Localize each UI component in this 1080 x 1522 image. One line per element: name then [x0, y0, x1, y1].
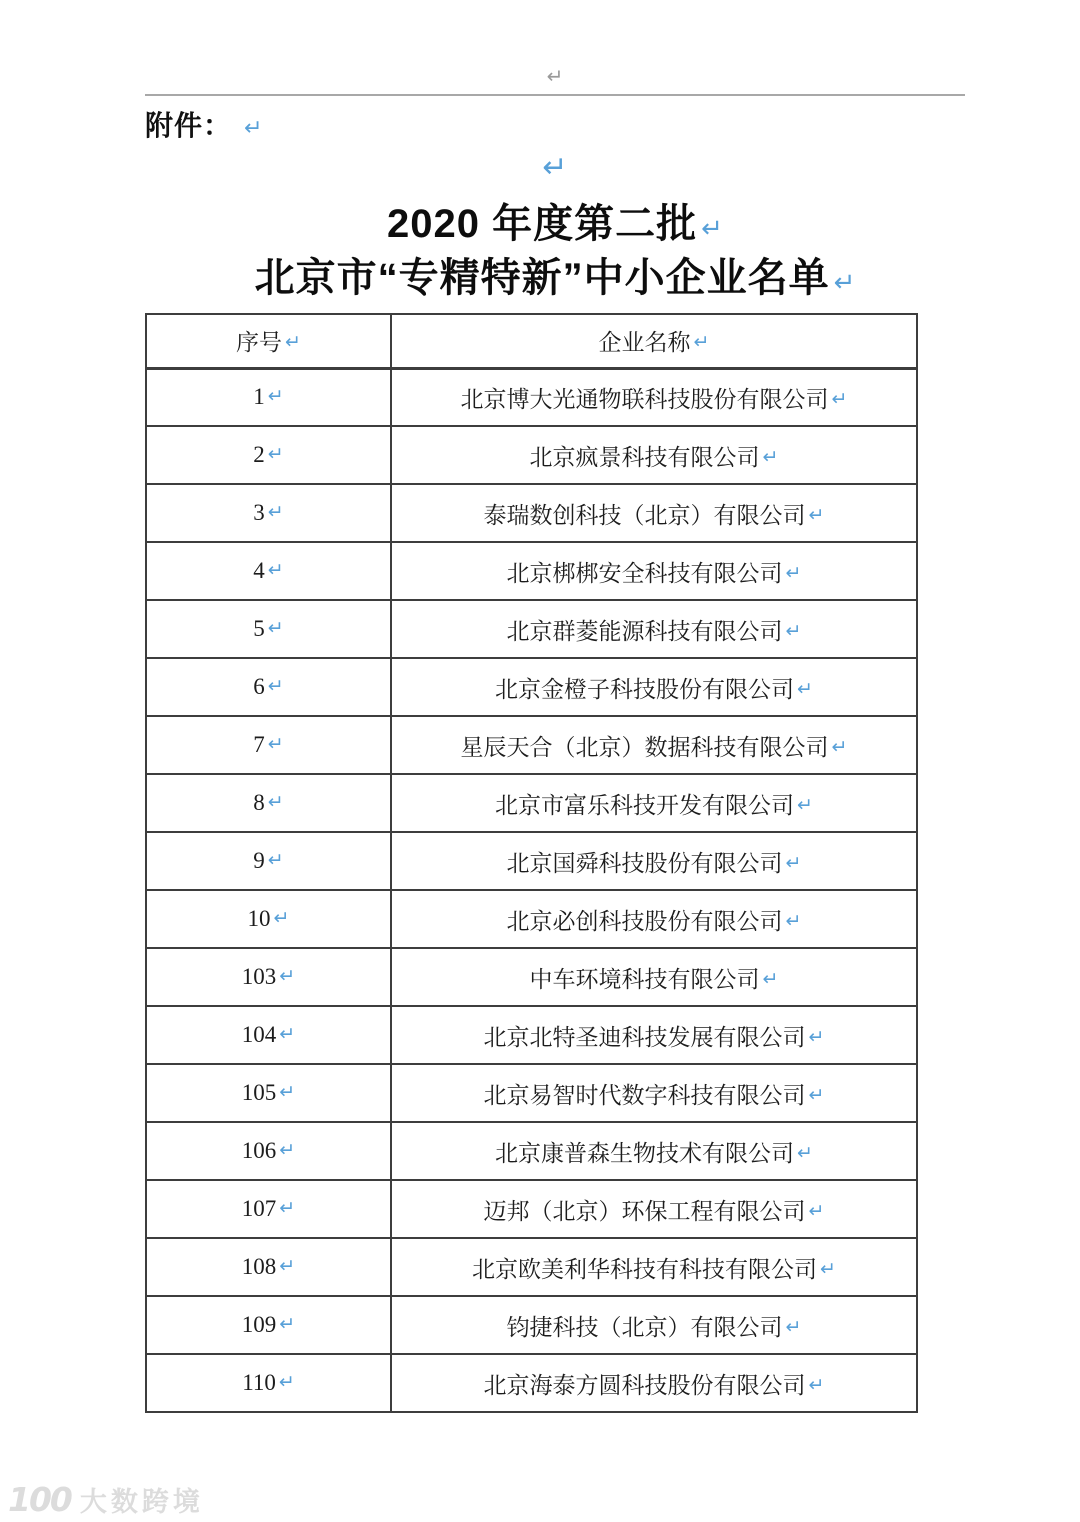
company-name-text: 北京市富乐科技开发有限公司: [495, 792, 795, 818]
company-name-text: 泰瑞数创科技（北京）有限公司: [483, 502, 806, 528]
row-index-cell: [146, 426, 391, 484]
paragraph-mark-icon: ↵: [808, 1373, 825, 1396]
table-row: [146, 1354, 917, 1412]
row-index-text: 105: [241, 1080, 277, 1105]
company-name-text: 迈邦（北京）环保工程有限公司: [483, 1198, 806, 1224]
paragraph-mark-icon: ↵: [279, 1139, 296, 1161]
table-row: [146, 1006, 917, 1064]
row-index-text: 7: [253, 732, 265, 757]
table-row: [146, 426, 917, 484]
row-index-text: 109: [241, 1312, 277, 1337]
company-name-cell: [391, 1296, 917, 1354]
paragraph-mark-icon: ↵: [267, 675, 284, 697]
table-row: [146, 1122, 917, 1180]
row-index-text: 103: [241, 964, 277, 989]
page-title-line2: [145, 246, 965, 303]
company-name-text: 北京欧美利华科技有科技有限公司: [472, 1256, 818, 1282]
row-index-text: 8: [253, 790, 265, 815]
company-name-text: 北京康普森生物技术有限公司: [495, 1140, 795, 1166]
company-name-text: 中车环境科技有限公司: [529, 966, 760, 992]
row-index-text: 4: [253, 558, 265, 583]
table-row: [146, 542, 917, 600]
row-index-text: 110: [242, 1370, 276, 1395]
row-index-cell: [146, 890, 391, 948]
paragraph-mark-icon: ↵: [762, 967, 779, 990]
company-name-text: 北京海泰方圆科技股份有限公司: [483, 1372, 806, 1398]
company-name-cell: [391, 484, 917, 542]
paragraph-mark-icon: ↵: [762, 445, 779, 468]
watermark-text: 大数跨境: [79, 1487, 204, 1518]
company-name-text: 北京必创科技股份有限公司: [506, 908, 783, 934]
row-index-text: 10: [247, 906, 271, 931]
row-index-cell: [146, 1180, 391, 1238]
table-row: [146, 368, 917, 426]
table-body: [146, 368, 917, 1412]
paragraph-mark-icon: ↵: [278, 1371, 295, 1393]
company-name-cell: [391, 832, 917, 890]
paragraph-mark-icon: ↵: [273, 907, 290, 929]
row-index-cell: [146, 1238, 391, 1296]
paragraph-mark-icon: ↵: [820, 1257, 836, 1280]
paragraph-mark-icon: ↵: [808, 1083, 825, 1106]
paragraph-mark-icon: ↵: [267, 559, 284, 581]
row-index-cell: [146, 774, 391, 832]
table-row: [146, 1064, 917, 1122]
paragraph-mark-icon: ↵: [808, 1199, 825, 1222]
row-index-text: 5: [253, 616, 265, 641]
company-name-text: 北京金橙子科技股份有限公司: [495, 676, 795, 702]
header-cell-name: [391, 314, 917, 368]
company-name-cell: [391, 774, 917, 832]
row-index-cell: [146, 1006, 391, 1064]
table-row: [146, 890, 917, 948]
paragraph-mark-icon: ↵: [797, 1141, 813, 1164]
paragraph-mark-icon: ↵: [785, 851, 802, 874]
paragraph-mark-icon: ↵: [693, 331, 710, 354]
page-title-line1-text: 2020 年度第二批: [387, 202, 698, 246]
row-index-cell: [146, 716, 391, 774]
company-name-cell: [391, 426, 917, 484]
row-index-text: 2: [253, 442, 265, 467]
company-name-cell: [391, 1180, 917, 1238]
company-name-text: 北京梆梆安全科技有限公司: [506, 560, 783, 586]
company-table: [145, 313, 918, 1413]
attachment-label: [145, 104, 262, 144]
table-row: [146, 1180, 917, 1238]
company-name-cell: [391, 600, 917, 658]
table-row: [146, 716, 917, 774]
watermark: [8, 1480, 204, 1519]
company-name-text: 北京北特圣迪科技发展有限公司: [483, 1024, 806, 1050]
row-index-cell: [146, 1064, 391, 1122]
row-index-cell: [146, 1122, 391, 1180]
row-index-cell: [146, 600, 391, 658]
company-name-text: 钧捷科技（北京）有限公司: [506, 1314, 783, 1340]
paragraph-mark-icon: ↵: [267, 791, 284, 813]
paragraph-mark-icon: ↵: [267, 617, 284, 639]
company-name-cell: [391, 948, 917, 1006]
row-index-text: 106: [241, 1138, 277, 1163]
company-name-text: 北京疯景科技有限公司: [529, 444, 760, 470]
company-name-cell: [391, 1122, 917, 1180]
table-row: [146, 658, 917, 716]
row-index-text: 104: [241, 1022, 277, 1047]
company-name-cell: [391, 542, 917, 600]
table-row: [146, 948, 917, 1006]
company-name-cell: [391, 1238, 917, 1296]
company-name-text: 北京群菱能源科技有限公司: [506, 618, 783, 644]
company-name-cell: [391, 1006, 917, 1064]
row-index-cell: [146, 658, 391, 716]
empty-line-paragraph-mark-icon: ↵: [542, 150, 568, 185]
table-row: [146, 1238, 917, 1296]
company-name-cell: [391, 1064, 917, 1122]
row-index-cell: [146, 1354, 391, 1412]
paragraph-mark-icon: ↵: [833, 268, 856, 298]
row-index-text: 6: [253, 674, 265, 699]
paragraph-mark-icon: ↵: [797, 793, 813, 816]
table-row: [146, 1296, 917, 1354]
row-index-text: 1: [253, 384, 265, 410]
row-index-cell: [146, 948, 391, 1006]
paragraph-mark-icon: ↵: [831, 387, 848, 410]
row-index-cell: [146, 484, 391, 542]
paragraph-mark-icon: ↵: [701, 214, 723, 244]
page-title-line1: [145, 192, 965, 249]
header-divider: [145, 94, 965, 96]
company-name-cell: [391, 1354, 917, 1412]
header-paragraph-mark-icon: ↵: [546, 64, 564, 88]
company-name-text: 星辰天合（北京）数据科技有限公司: [460, 734, 829, 760]
paragraph-mark-icon: ↵: [279, 965, 296, 987]
paragraph-mark-icon: ↵: [831, 735, 848, 758]
paragraph-mark-icon: ↵: [279, 1313, 296, 1335]
company-name-text: 北京易智时代数字科技有限公司: [483, 1082, 806, 1108]
row-index-text: 107: [241, 1196, 277, 1221]
company-name-cell: [391, 716, 917, 774]
row-index-text: 3: [253, 500, 265, 525]
row-index-cell: [146, 542, 391, 600]
paragraph-mark-icon: ↵: [244, 116, 263, 141]
paragraph-mark-icon: ↵: [785, 619, 802, 642]
row-index-cell: [146, 368, 391, 426]
paragraph-mark-icon: ↵: [279, 1197, 296, 1219]
company-name-text: 北京国舜科技股份有限公司: [506, 850, 783, 876]
page-title-line2-text: 北京市“专精特新”中小企业名单: [254, 256, 830, 300]
table-row: [146, 832, 917, 890]
company-name-cell: [391, 658, 917, 716]
company-name-text: 北京博大光通物联科技股份有限公司: [460, 386, 829, 412]
table-row: [146, 774, 917, 832]
company-name-cell: [391, 368, 917, 426]
row-index-text: 9: [253, 848, 265, 873]
paragraph-mark-icon: ↵: [279, 1255, 296, 1277]
table-row: [146, 484, 917, 542]
row-index-text: 108: [241, 1254, 277, 1279]
paragraph-mark-icon: ↵: [808, 503, 825, 526]
paragraph-mark-icon: ↵: [267, 501, 284, 523]
company-name-cell: [391, 890, 917, 948]
paragraph-mark-icon: ↵: [279, 1081, 296, 1103]
paragraph-mark-icon: ↵: [785, 1315, 802, 1338]
paragraph-mark-icon: ↵: [279, 1023, 296, 1045]
paragraph-mark-icon: ↵: [285, 331, 301, 354]
paragraph-mark-icon: ↵: [267, 849, 284, 871]
row-index-cell: [146, 832, 391, 890]
table-header-row: [146, 314, 917, 368]
paragraph-mark-icon: ↵: [267, 733, 284, 755]
paragraph-mark-icon: ↵: [808, 1025, 825, 1048]
watermark-logo-icon: 100: [8, 1480, 71, 1519]
paragraph-mark-icon: ↵: [797, 677, 813, 700]
paragraph-mark-icon: ↵: [785, 561, 802, 584]
header-name-text: 企业名称: [598, 330, 691, 356]
paragraph-mark-icon: ↵: [785, 909, 802, 932]
table-row: [146, 600, 917, 658]
paragraph-mark-icon: ↵: [267, 385, 284, 408]
row-index-cell: [146, 1296, 391, 1354]
paragraph-mark-icon: ↵: [267, 443, 284, 465]
header-index-text: 序号: [236, 330, 283, 356]
attachment-label-text: 附件：: [145, 110, 233, 141]
header-cell-index: [146, 314, 391, 368]
